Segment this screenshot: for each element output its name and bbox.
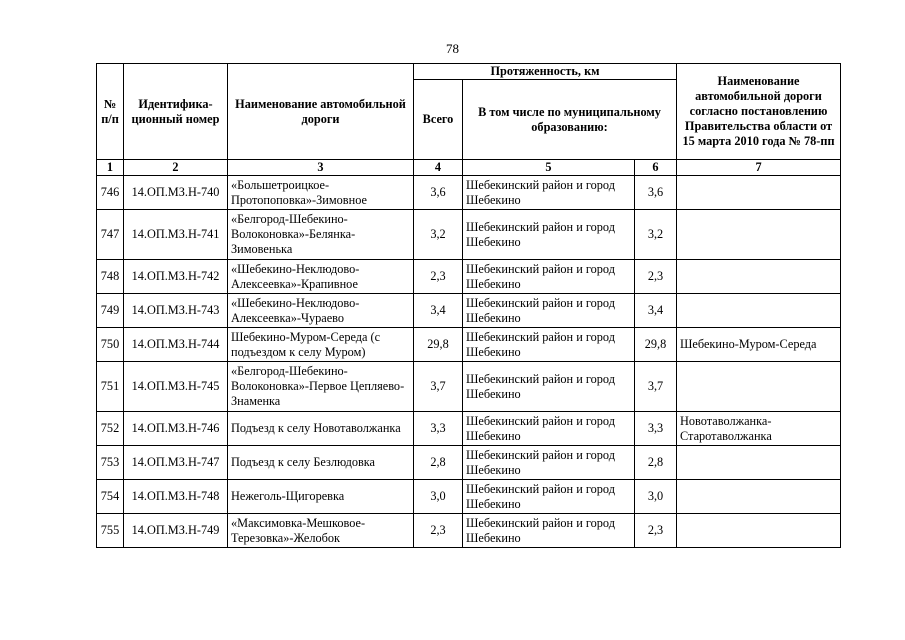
road-government-name — [677, 480, 841, 514]
column-number: 6 — [635, 160, 677, 176]
row-number: 755 — [97, 514, 124, 548]
road-municipality: Шебекинский район и город Шебекино — [463, 514, 635, 548]
road-total-length: 3,2 — [414, 210, 463, 260]
road-name: «Максимовка-Мешковое-Терезовка»-Желобок — [228, 514, 414, 548]
header-municipality: В том числе по муниципальному образованию: — [463, 80, 677, 160]
road-municipality: Шебекинский район и город Шебекино — [463, 328, 635, 362]
road-municipal-length: 2,8 — [635, 446, 677, 480]
road-municipal-length: 3,6 — [635, 176, 677, 210]
row-number: 746 — [97, 176, 124, 210]
column-number: 7 — [677, 160, 841, 176]
header-government-name: Наименование автомобильной дороги согласно постановлению Правительства области от 15 марта 2010 года № 78-пп — [677, 64, 841, 160]
row-number: 753 — [97, 446, 124, 480]
road-municipality: Шебекинский район и город Шебекино — [463, 176, 635, 210]
table-row — [97, 446, 841, 480]
road-total-length: 3,6 — [414, 176, 463, 210]
road-name: «Белгород-Шебекино-Волоконовка»-Первое Цепляево-Знаменка — [228, 362, 414, 412]
table-row — [97, 210, 841, 260]
header-row-number: № п/п — [97, 64, 124, 160]
road-municipality: Шебекинский район и город Шебекино — [463, 480, 635, 514]
road-government-name — [677, 176, 841, 210]
column-number-row — [97, 160, 841, 176]
road-government-name — [677, 294, 841, 328]
header-total: Всего — [414, 80, 463, 160]
road-name: «Шебекино-Неклюдово-Алексеевка»-Чураево — [228, 294, 414, 328]
road-municipal-length: 3,3 — [635, 412, 677, 446]
column-number: 3 — [228, 160, 414, 176]
road-municipal-length: 3,2 — [635, 210, 677, 260]
table-row — [97, 176, 841, 210]
road-id: 14.ОП.МЗ.Н-749 — [124, 514, 228, 548]
row-number: 747 — [97, 210, 124, 260]
road-total-length: 3,4 — [414, 294, 463, 328]
road-municipality: Шебекинский район и город Шебекино — [463, 294, 635, 328]
road-municipal-length: 29,8 — [635, 328, 677, 362]
header-length-group: Протяженность, км — [414, 64, 677, 80]
table-row — [97, 412, 841, 446]
table-header — [97, 64, 841, 176]
road-government-name — [677, 514, 841, 548]
row-number: 752 — [97, 412, 124, 446]
road-name: Подъезд к селу Безлюдовка — [228, 446, 414, 480]
header-identifier: Идентифика-ционный номер — [124, 64, 228, 160]
road-name: «Шебекино-Неклюдово-Алексеевка»-Крапивное — [228, 260, 414, 294]
road-municipality: Шебекинский район и город Шебекино — [463, 210, 635, 260]
road-municipal-length: 3,4 — [635, 294, 677, 328]
road-government-name — [677, 210, 841, 260]
road-total-length: 2,3 — [414, 514, 463, 548]
road-name: Шебекино-Муром-Середа (с подъездом к селу Муром) — [228, 328, 414, 362]
table-row — [97, 514, 841, 548]
column-number: 4 — [414, 160, 463, 176]
row-number: 750 — [97, 328, 124, 362]
column-number: 5 — [463, 160, 635, 176]
table-row — [97, 328, 841, 362]
table-row — [97, 480, 841, 514]
road-total-length: 3,0 — [414, 480, 463, 514]
road-id: 14.ОП.МЗ.Н-741 — [124, 210, 228, 260]
road-id: 14.ОП.МЗ.Н-742 — [124, 260, 228, 294]
column-number: 1 — [97, 160, 124, 176]
page-number: 78 — [446, 41, 459, 56]
road-id: 14.ОП.МЗ.Н-745 — [124, 362, 228, 412]
road-municipal-length: 3,7 — [635, 362, 677, 412]
header-road-name: Наименование автомобильной дороги — [228, 64, 414, 160]
road-id: 14.ОП.МЗ.Н-740 — [124, 176, 228, 210]
road-total-length: 29,8 — [414, 328, 463, 362]
table-row — [97, 362, 841, 412]
table-row — [97, 260, 841, 294]
road-name: «Большетроицкое-Протопоповка»-Зимовное — [228, 176, 414, 210]
row-number: 748 — [97, 260, 124, 294]
road-total-length: 2,8 — [414, 446, 463, 480]
road-id: 14.ОП.МЗ.Н-743 — [124, 294, 228, 328]
road-government-name: Новотаволжанка-Старотаволжанка — [677, 412, 841, 446]
column-number: 2 — [124, 160, 228, 176]
row-number: 749 — [97, 294, 124, 328]
road-municipality: Шебекинский район и город Шебекино — [463, 446, 635, 480]
road-name: Подъезд к селу Новотаволжанка — [228, 412, 414, 446]
road-government-name — [677, 446, 841, 480]
road-municipal-length: 3,0 — [635, 480, 677, 514]
road-government-name — [677, 260, 841, 294]
road-municipality: Шебекинский район и город Шебекино — [463, 362, 635, 412]
road-id: 14.ОП.МЗ.Н-747 — [124, 446, 228, 480]
road-municipal-length: 2,3 — [635, 260, 677, 294]
roads-table — [96, 63, 841, 548]
road-total-length: 2,3 — [414, 260, 463, 294]
road-government-name — [677, 362, 841, 412]
row-number: 751 — [97, 362, 124, 412]
road-name: «Белгород-Шебекино-Волоконовка»-Белянка-Зимовенька — [228, 210, 414, 260]
road-id: 14.ОП.МЗ.Н-744 — [124, 328, 228, 362]
road-municipal-length: 2,3 — [635, 514, 677, 548]
road-municipality: Шебекинский район и город Шебекино — [463, 260, 635, 294]
road-total-length: 3,3 — [414, 412, 463, 446]
road-municipality: Шебекинский район и город Шебекино — [463, 412, 635, 446]
road-total-length: 3,7 — [414, 362, 463, 412]
table-row — [97, 294, 841, 328]
road-government-name: Шебекино-Муром-Середа — [677, 328, 841, 362]
row-number: 754 — [97, 480, 124, 514]
road-id: 14.ОП.МЗ.Н-746 — [124, 412, 228, 446]
road-id: 14.ОП.МЗ.Н-748 — [124, 480, 228, 514]
road-name: Нежеголь-Щигоревка — [228, 480, 414, 514]
table-body — [97, 176, 841, 548]
